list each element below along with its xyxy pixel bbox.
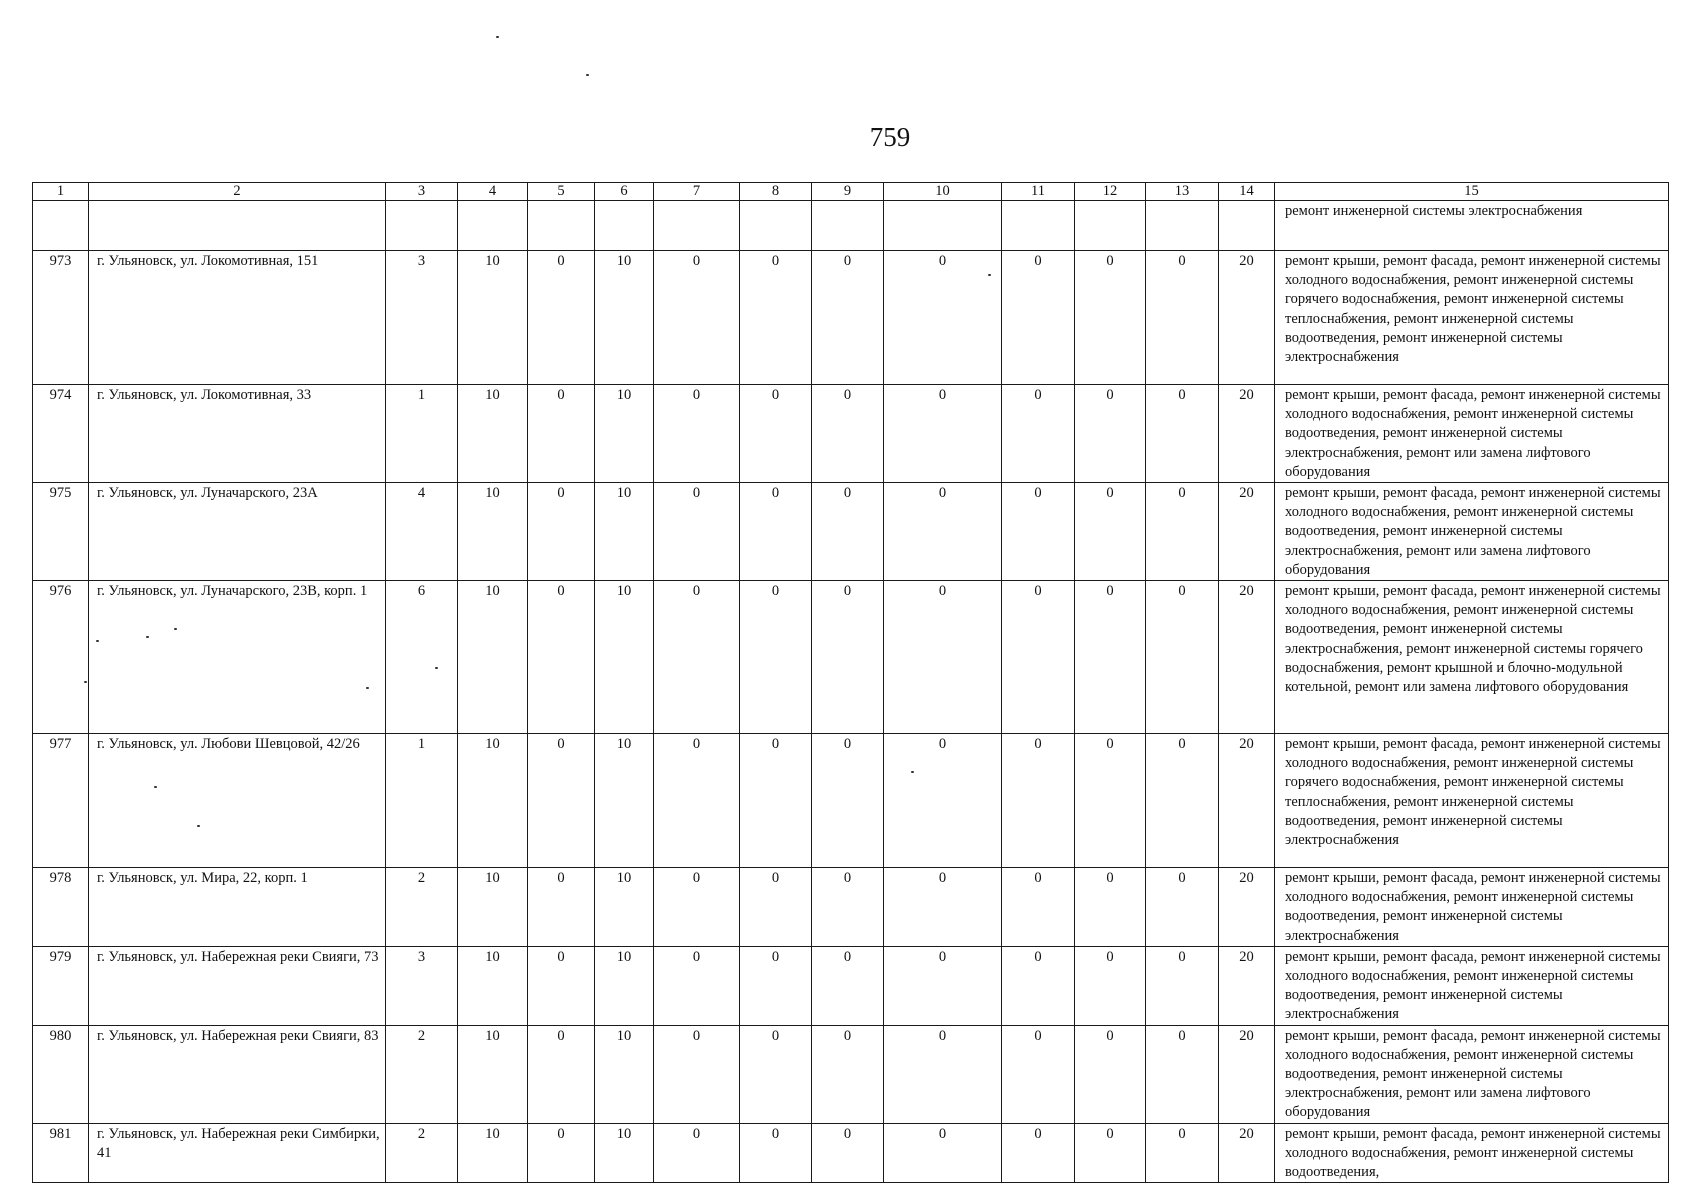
value-cell: 0 [1146, 581, 1219, 734]
value-cell: 0 [1075, 734, 1146, 868]
value-cell: 0 [884, 385, 1002, 483]
col-header: 1 [33, 183, 89, 201]
col-header: 15 [1275, 183, 1669, 201]
value-cell: 10 [595, 1025, 654, 1123]
value-cell: 0 [740, 946, 812, 1025]
value-cell: 2 [386, 1123, 458, 1183]
value-cell: 0 [528, 385, 595, 483]
value-cell: 0 [1002, 1025, 1075, 1123]
works-cell: ремонт крыши, ремонт фасада, ремонт инженерной системы холодного водоснабжения, ремонт инженерной системы водоотведения, ремонт инженерной системы электроснабжения [1275, 868, 1669, 947]
table-row [33, 483, 1669, 581]
value-cell: 20 [1219, 251, 1275, 385]
value-cell: 0 [1146, 734, 1219, 868]
value-cell: 0 [1075, 581, 1146, 734]
value-cell [1146, 201, 1219, 251]
value-cell [386, 201, 458, 251]
table-row [33, 581, 1669, 734]
table-row [33, 1123, 1669, 1183]
row-number-cell: 974 [33, 385, 89, 483]
address-cell: г. Ульяновск, ул. Луначарского, 23В, корп. 1 [89, 581, 386, 734]
value-cell: 20 [1219, 1025, 1275, 1123]
table-row [33, 251, 1669, 385]
table-row [33, 868, 1669, 947]
value-cell: 0 [528, 868, 595, 947]
value-cell: 0 [740, 868, 812, 947]
address-cell: г. Ульяновск, ул. Локомотивная, 33 [89, 385, 386, 483]
value-cell: 0 [1002, 946, 1075, 1025]
value-cell [654, 201, 740, 251]
col-header: 13 [1146, 183, 1219, 201]
row-number-cell: 978 [33, 868, 89, 947]
value-cell: 0 [1146, 868, 1219, 947]
row-number-cell [33, 201, 89, 251]
value-cell: 10 [595, 734, 654, 868]
value-cell: 0 [1146, 483, 1219, 581]
value-cell: 10 [458, 1025, 528, 1123]
scan-speck [174, 628, 177, 630]
value-cell: 0 [654, 734, 740, 868]
address-cell [89, 201, 386, 251]
col-header: 10 [884, 183, 1002, 201]
value-cell [812, 201, 884, 251]
value-cell: 2 [386, 868, 458, 947]
works-cell: ремонт крыши, ремонт фасада, ремонт инженерной системы холодного водоснабжения, ремонт инженерной системы водоотведения, ремонт инженерной системы электроснабжения, ремонт или замена лифтового оборудования [1275, 483, 1669, 581]
value-cell: 0 [654, 868, 740, 947]
value-cell: 0 [884, 483, 1002, 581]
value-cell: 20 [1219, 734, 1275, 868]
scan-speck [96, 640, 99, 642]
value-cell: 0 [812, 1025, 884, 1123]
value-cell: 0 [812, 1123, 884, 1183]
value-cell: 20 [1219, 868, 1275, 947]
value-cell [1075, 201, 1146, 251]
value-cell: 0 [812, 251, 884, 385]
row-number-cell: 980 [33, 1025, 89, 1123]
table-row [33, 201, 1669, 251]
scan-speck [146, 636, 149, 638]
value-cell: 10 [595, 581, 654, 734]
value-cell: 1 [386, 734, 458, 868]
value-cell: 20 [1219, 483, 1275, 581]
value-cell: 0 [884, 946, 1002, 1025]
value-cell: 0 [1075, 946, 1146, 1025]
col-header: 7 [654, 183, 740, 201]
page-number: 759 [869, 122, 911, 152]
value-cell: 0 [654, 946, 740, 1025]
row-number-cell: 975 [33, 483, 89, 581]
scan-speck [496, 36, 499, 38]
table-body [33, 201, 1669, 1183]
works-cell: ремонт крыши, ремонт фасада, ремонт инженерной системы холодного водоснабжения, ремонт инженерной системы водоотведения, [1275, 1123, 1669, 1183]
repair-schedule-table [32, 182, 1669, 1183]
value-cell: 0 [1146, 1025, 1219, 1123]
col-header: 8 [740, 183, 812, 201]
value-cell: 10 [595, 251, 654, 385]
value-cell: 0 [1002, 734, 1075, 868]
row-number-cell: 977 [33, 734, 89, 868]
address-cell: г. Ульяновск, ул. Локомотивная, 151 [89, 251, 386, 385]
value-cell: 0 [812, 868, 884, 947]
value-cell: 0 [654, 483, 740, 581]
table-row [33, 385, 1669, 483]
value-cell [1219, 201, 1275, 251]
value-cell: 1 [386, 385, 458, 483]
address-cell: г. Ульяновск, ул. Мира, 22, корп. 1 [89, 868, 386, 947]
value-cell: 0 [1146, 251, 1219, 385]
value-cell: 0 [1146, 946, 1219, 1025]
value-cell: 0 [654, 581, 740, 734]
value-cell: 0 [812, 483, 884, 581]
value-cell: 4 [386, 483, 458, 581]
scan-speck [197, 825, 200, 827]
value-cell: 0 [812, 734, 884, 868]
value-cell: 10 [458, 385, 528, 483]
value-cell: 10 [595, 868, 654, 947]
address-cell: г. Ульяновск, ул. Набережная реки Свияги, 83 [89, 1025, 386, 1123]
scan-speck [988, 274, 991, 276]
value-cell: 0 [1146, 1123, 1219, 1183]
value-cell [458, 201, 528, 251]
value-cell: 20 [1219, 1123, 1275, 1183]
value-cell: 0 [528, 1123, 595, 1183]
value-cell: 0 [740, 581, 812, 734]
table-row [33, 1025, 1669, 1123]
value-cell: 3 [386, 251, 458, 385]
value-cell: 0 [740, 385, 812, 483]
row-number-cell: 981 [33, 1123, 89, 1183]
value-cell: 10 [458, 581, 528, 734]
value-cell: 10 [595, 1123, 654, 1183]
value-cell: 0 [654, 385, 740, 483]
value-cell: 0 [1075, 251, 1146, 385]
value-cell: 0 [1002, 581, 1075, 734]
value-cell: 0 [1002, 1123, 1075, 1183]
value-cell: 0 [740, 483, 812, 581]
address-cell: г. Ульяновск, ул. Любови Шевцовой, 42/26 [89, 734, 386, 868]
value-cell: 0 [740, 1025, 812, 1123]
value-cell [1002, 201, 1075, 251]
value-cell [884, 201, 1002, 251]
value-cell: 0 [654, 1123, 740, 1183]
scan-speck [84, 681, 87, 683]
value-cell: 6 [386, 581, 458, 734]
works-cell: ремонт крыши, ремонт фасада, ремонт инженерной системы холодного водоснабжения, ремонт инженерной системы водоотведения, ремонт инженерной системы электроснабжения [1275, 946, 1669, 1025]
value-cell: 10 [458, 868, 528, 947]
value-cell: 0 [1075, 483, 1146, 581]
scan-speck [366, 687, 369, 689]
value-cell: 0 [1002, 868, 1075, 947]
value-cell: 0 [654, 1025, 740, 1123]
value-cell: 0 [884, 868, 1002, 947]
col-header: 9 [812, 183, 884, 201]
value-cell [740, 201, 812, 251]
value-cell: 0 [884, 1025, 1002, 1123]
value-cell: 20 [1219, 581, 1275, 734]
works-cell: ремонт инженерной системы электроснабжения [1275, 201, 1669, 251]
value-cell: 10 [595, 385, 654, 483]
value-cell: 10 [458, 1123, 528, 1183]
works-cell: ремонт крыши, ремонт фасада, ремонт инженерной системы холодного водоснабжения, ремонт инженерной системы водоотведения, ремонт инженерной системы электроснабжения, ремонт инженерной системы горячего водоснабжения, ремонт крышной и блочно-модульной котельной, ремонт или замена лифтового оборудования [1275, 581, 1669, 734]
value-cell [595, 201, 654, 251]
col-header: 11 [1002, 183, 1075, 201]
value-cell: 0 [884, 251, 1002, 385]
value-cell: 0 [740, 251, 812, 385]
value-cell [528, 201, 595, 251]
scan-speck [154, 786, 157, 788]
value-cell: 0 [654, 251, 740, 385]
value-cell: 0 [812, 581, 884, 734]
scan-speck [435, 667, 438, 669]
value-cell: 0 [528, 1025, 595, 1123]
value-cell: 0 [528, 251, 595, 385]
value-cell: 0 [740, 1123, 812, 1183]
value-cell: 0 [1146, 385, 1219, 483]
col-header: 6 [595, 183, 654, 201]
value-cell: 10 [595, 946, 654, 1025]
col-header: 2 [89, 183, 386, 201]
value-cell: 0 [528, 581, 595, 734]
scan-speck [911, 771, 914, 773]
value-cell: 20 [1219, 385, 1275, 483]
col-header: 5 [528, 183, 595, 201]
value-cell: 0 [884, 734, 1002, 868]
address-cell: г. Ульяновск, ул. Луначарского, 23А [89, 483, 386, 581]
value-cell: 10 [458, 734, 528, 868]
works-cell: ремонт крыши, ремонт фасада, ремонт инженерной системы холодного водоснабжения, ремонт инженерной системы водоотведения, ремонт инженерной системы электроснабжения, ремонт или замена лифтового оборудования [1275, 1025, 1669, 1123]
works-cell: ремонт крыши, ремонт фасада, ремонт инженерной системы холодного водоснабжения, ремонт инженерной системы водоотведения, ремонт инженерной системы электроснабжения, ремонт или замена лифтового оборудования [1275, 385, 1669, 483]
value-cell: 0 [1002, 251, 1075, 385]
value-cell: 10 [458, 251, 528, 385]
value-cell: 0 [1002, 385, 1075, 483]
table-row [33, 946, 1669, 1025]
value-cell: 0 [812, 385, 884, 483]
col-header: 4 [458, 183, 528, 201]
address-cell: г. Ульяновск, ул. Набережная реки Свияги, 73 [89, 946, 386, 1025]
value-cell: 0 [884, 1123, 1002, 1183]
works-cell: ремонт крыши, ремонт фасада, ремонт инженерной системы холодного водоснабжения, ремонт инженерной системы горячего водоснабжения, ремонт инженерной системы теплоснабжения, ремонт инженерной системы водоотведения, ремонт инженерной системы электроснабжения [1275, 734, 1669, 868]
value-cell: 2 [386, 1025, 458, 1123]
value-cell: 0 [528, 483, 595, 581]
row-number-cell: 973 [33, 251, 89, 385]
value-cell: 0 [528, 946, 595, 1025]
value-cell: 3 [386, 946, 458, 1025]
value-cell: 10 [458, 946, 528, 1025]
value-cell: 10 [595, 483, 654, 581]
value-cell: 0 [1075, 868, 1146, 947]
col-header: 3 [386, 183, 458, 201]
col-header: 12 [1075, 183, 1146, 201]
row-number-cell: 976 [33, 581, 89, 734]
value-cell: 0 [1075, 1123, 1146, 1183]
row-number-cell: 979 [33, 946, 89, 1025]
value-cell: 0 [1075, 385, 1146, 483]
value-cell: 0 [740, 734, 812, 868]
value-cell: 0 [1075, 1025, 1146, 1123]
value-cell: 0 [884, 581, 1002, 734]
col-header: 14 [1219, 183, 1275, 201]
works-cell: ремонт крыши, ремонт фасада, ремонт инженерной системы холодного водоснабжения, ремонт инженерной системы горячего водоснабжения, ремонт инженерной системы теплоснабжения, ремонт инженерной системы водоотведения, ремонт инженерной системы электроснабжения [1275, 251, 1669, 385]
value-cell: 0 [812, 946, 884, 1025]
column-number-header [33, 183, 1669, 201]
value-cell: 0 [1002, 483, 1075, 581]
table-row [33, 734, 1669, 868]
value-cell: 0 [528, 734, 595, 868]
address-cell: г. Ульяновск, ул. Набережная реки Симбирки, 41 [89, 1123, 386, 1183]
scan-speck [586, 74, 589, 76]
value-cell: 20 [1219, 946, 1275, 1025]
value-cell: 10 [458, 483, 528, 581]
